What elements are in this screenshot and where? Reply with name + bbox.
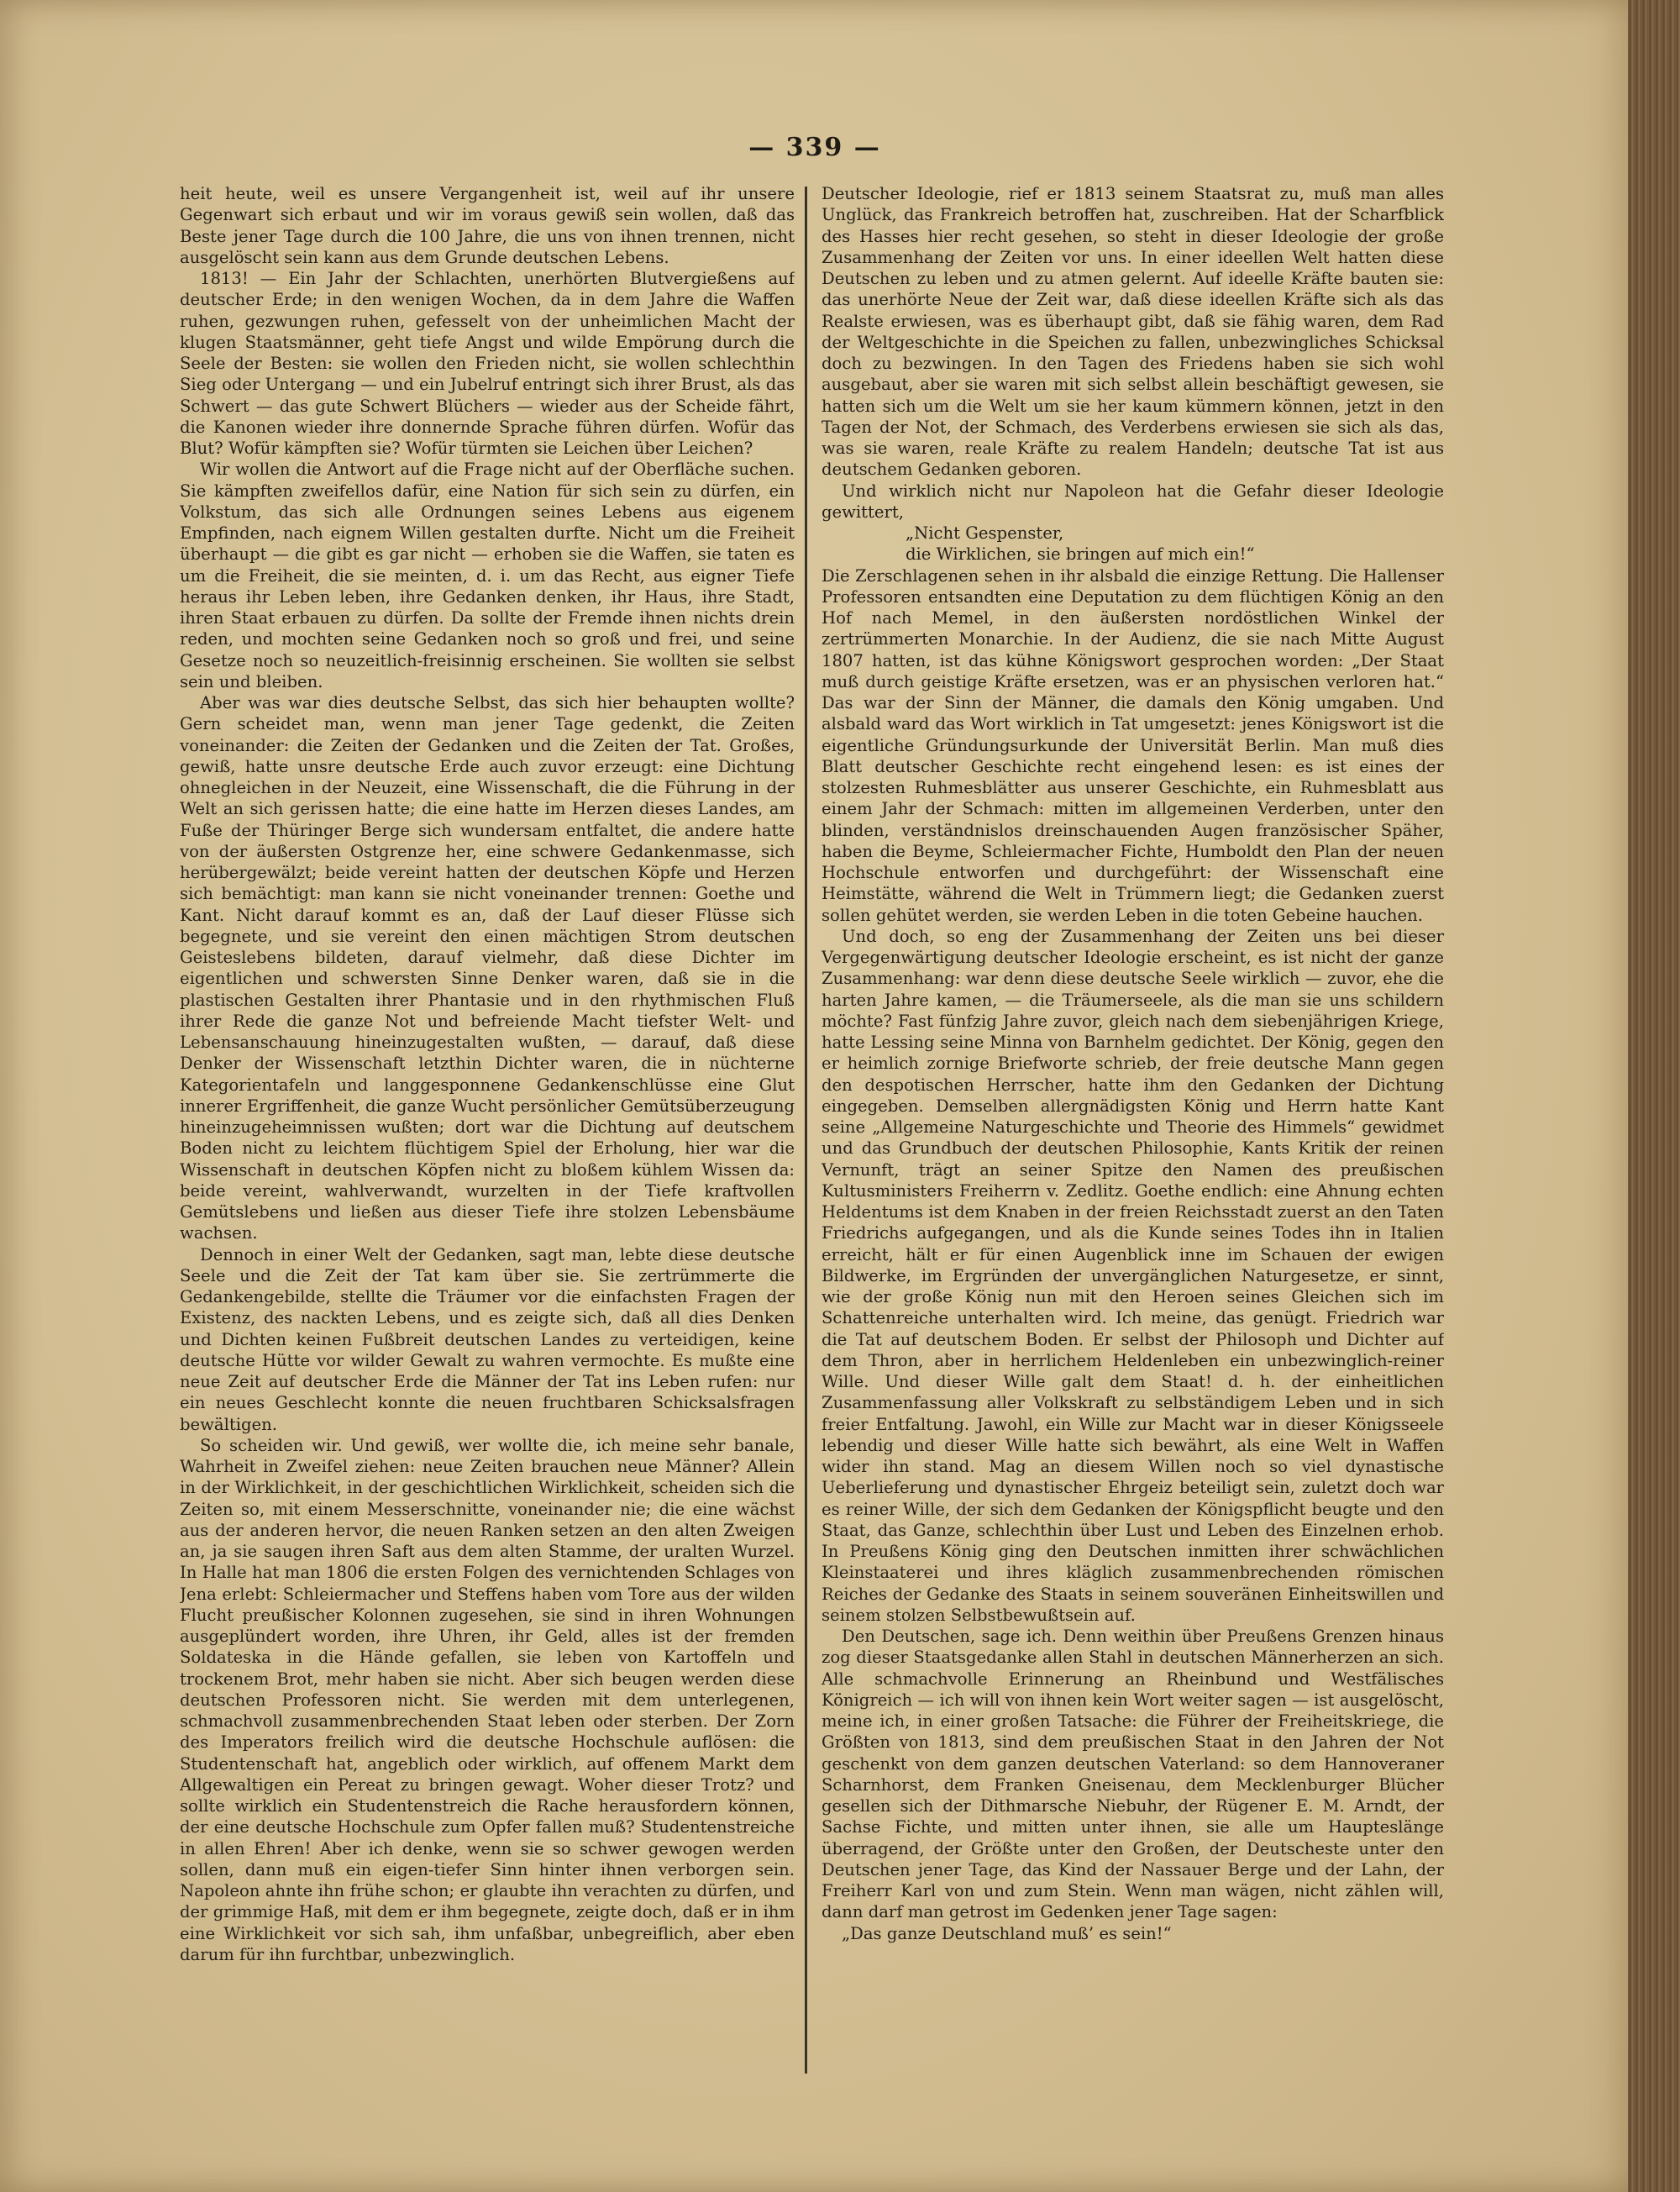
- right-column: [822, 183, 1444, 2074]
- paragraph: Wir wollen die Antwort auf die Frage nicht auf der Oberfläche suchen. Sie kämpften zweifellos dafür, eine Nation für sich sein zu dürfen, ein Volkstum, das sich alle Ordnungen seines Lebens aus eigenem Empfinden, nach eignem Willen gestalten durfte. Nicht um die Freiheit überhaupt — die gibt es gar nicht — erhoben sie die Waffen, sie taten es um die Freiheit, die sie meinten, d. i. um das Recht, aus eigner Tiefe heraus ihr Leben leben, ihre Gedanken denken, ihr Haus, ihre Stadt, ihren Staat erbauen zu dürfen. Da sollte der Fremde ihnen nichts drein reden, und mochten seine Gedanken noch so groß und frei, und seine Gesetze noch so neuzeitlich-freisinnig erscheinen. Sie wollten sie selbst sein und bleiben.: [180, 460, 795, 691]
- paragraph: Die Zerschlagenen sehen in ihr alsbald die einzige Rettung. Die Hallenser Professoren entsandten eine Deputation zu dem flüchtigen König an den Hof nach Memel, in den äußersten nordöstlichen Winkel der zertrümmerten Monarchie. In der Audienz, die sie nach Mitte August 1807 hatten, ist das kühne Königswort gesprochen worden: „Der Staat muß durch geistige Kräfte ersetzen, was er an physischen verloren hat.“ Das war der Sinn der Männer, die damals den König umgaben. Und alsbald ward das Wort wirklich in Tat umgesetzt: jenes Königswort ist die eigentliche Gründungsurkunde der Universität Berlin. Man muß dies Blatt deutscher Geschichte recht eingehend lesen: es ist eines der stolzesten Ruhmesblätter aus unserer Geschichte, ein Ruhmesblatt aus einem Jahr der Schmach: mitten im allgemeinen Verderben, unter den blinden, verständnislos dreinschauenden Augen französischer Späher, haben die Beyme, Schleiermacher Fichte, Humboldt den Plan der neuen Hochschule entworfen und durchgeführt: der Wissenschaft eine Heimstätte, während die Welt in Trümmern liegt; die Gedanken zuerst sollen gehütet werden, sie werden Leben in die toten Gebeine hauchen.: [822, 565, 1444, 925]
- left-column: [180, 183, 795, 2074]
- page-number: — 339 —: [748, 133, 881, 162]
- paragraph: „Das ganze Deutschland muß’ es sein!“: [842, 1923, 1172, 1943]
- paragraph: Deutscher Ideologie, rief er 1813 seinem Staatsrat zu, muß man alles Unglück, das Frankreich betroffen hat, zuschreiben. Hat der Scharfblick des Hasses hier recht gesehen, so steht in dieser Ideologie der große Zusammenhang der Zeiten vor uns. In einer ideellen Welt hatten diese Deutschen zu leben und zu atmen gelernt. Auf ideelle Kräfte bauten sie: das unerhörte Neue der Zeit war, daß diese ideellen Kräfte sich als das Realste erwiesen, was es überhaupt gibt, daß sie fähig waren, dem Rad der Weltgeschichte in die Speichen zu fallen, unbezwingliches Schicksal doch zu bezwingen. In den Tagen des Friedens haben sie sich wohl ausgebaut, aber sie waren mit sich selbst allein beschäftigt gewesen, sie hatten sich um die Welt um sie her kaum kümmern können, jetzt in den Tagen der Not, der Schmach, des Verderbens erwiesen sie sich als das, was sie waren, reale Kräfte zu realem Handeln; deutsche Tat ist aus deutschem Gedanken geboren.: [822, 184, 1444, 480]
- paragraph: Aber was war dies deutsche Selbst, das sich hier behaupten wollte? Gern scheidet man, wenn man jener Tage gedenkt, die Zeiten voneinander: die Zeiten der Gedanken und die Zeiten der Tat. Großes, gewiß, hatte unsre deutsche Erde auch zuvor erzeugt: eine Dichtung ohnegleichen in der Neuzeit, eine Wissenschaft, die die Führung in der Welt an sich gerissen hatte; die eine hatte im Herzen dieses Landes, am Fuße der Thüringer Berge sich wundersam entfaltet, die andere hatte von der äußersten Ostgrenze her, eine schwere Gedankenmasse, sich herübergewälzt; beide vereint hatten der deutschen Köpfe und Herzen sich bemächtigt: man kann sie nicht voneinander trennen: Goethe und Kant. Nicht darauf kommt es an, daß der Lauf dieser Flüsse sich begegnete, und sie vereint den einen mächtigen Strom deutschen Geisteslebens bildeten, darauf vielmehr, daß diese Dichter im eigentlichen und schwersten Sinne Denker waren, daß sie in die plastischen Gestalten ihrer Phantasie und in den rhythmischen Fluß ihrer Rede die ganze Not und befreiende Macht tiefster Welt- und Lebensanschauung hineinzugestalten wußten, — darauf, daß diese Denker der Wissenschaft letzthin Dichter waren, die in nüchterne Kategorientafeln und langgesponnene Gedankenschlüsse eine Glut innerer Ergriffenheit, die ganze Wucht persönlicher Gemütsüberzeugung hineinzugeheimnissen wußten; dort war die Dichtung auf deutschem Boden nicht zu leichtem flüchtigem Spiel der Erholung, hier war die Wissenschaft in deutschen Köpfen nicht zu bloßem kühlem Wissen da: beide vereint, wahlverwandt, wurzelten in der Tiefe kraftvollen Gemütslebens und ließen aus dieser Tiefe ihre stolzen Lebensbäume wachsen.: [180, 693, 795, 1243]
- paragraph: So scheiden wir. Und gewiß, wer wollte die, ich meine sehr banale, Wahrheit in Zweifel ziehen: neue Zeiten brauchen neue Männer? Allein in der Wirklichkeit, in der geschichtlichen Wirklichkeit, scheiden sich die Zeiten so, mit einem Messerschnitte, voneinander nie; die eine wächst aus der anderen hervor, die neuen Ranken setzen an den alten Zweigen an, ja sie saugen ihren Saft aus dem alten Stamme, der uralten Wurzel. In Halle hat man 1806 die ersten Folgen des vernichtenden Schlages von Jena erlebt: Schleiermacher und Steffens haben vom Tore aus der wilden Flucht preußischer Kolonnen zugesehen, sie sind in ihren Wohnungen ausgeplündert worden, ihre Uhren, ihr Geld, alles ist der fremden Soldateska in die Hände gefallen, sie leben von Kartoffeln und trockenem Brot, mehr haben sie nicht. Aber sich beugen werden diese deutschen Professoren nicht. Sie werden mit dem unterlegenen, schmachvoll zusammenbrechenden Staat leben oder sterben. Der Zorn des Imperators freilich wird die deutsche Hochschule auflösen: die Studentenschaft hat, angeblich oder wirklich, auf offenem Markt dem Allgewaltigen ein Pereat zu bringen gewagt. Woher dieser Trotz? und sollte wirklich ein Studentenstreich die Rache herausfordern können, der eine deutsche Hochschule zum Opfer fallen muß? Studentenstreiche in allen Ehren! Aber ich denke, wenn sie so schwer gewogen werden sollen, dann muß ein eigen-tiefer Sinn hinter ihnen verborgen sein. Napoleon ahnte ihn frühe schon; er glaubte ihn verachten zu dürfen, und der grimmige Haß, mit dem er ihm begegnete, zeigte doch, daß er in ihm eine Wirklichkeit vor sich sah, ihm unfaßbar, unbegreiflich, aber eben darum für ihn furchtbar, unbezwinglich.: [180, 1435, 795, 1964]
- book-page-edges: [1628, 0, 1680, 2192]
- paragraph: Und doch, so eng der Zusammenhang der Zeiten uns bei dieser Vergegenwärtigung deutscher Ideologie erscheint, es ist nicht der ganze Zusammenhang: war denn diese deutsche Seele wirklich — zuvor, ehe die harten Jahre kamen, — die Träumerseele, als die man sie uns schildern möchte? Fast fünfzig Jahre zuvor, gleich nach dem siebenjährigen Kriege, hatte Lessing seine Minna von Barnhelm gedichtet. Der König, gegen den er heimlich zornige Briefworte schrieb, der freie deutsche Mann gegen den despotischen Herrscher, hatte ihm den Gedanken der Dichtung eingegeben. Demselben allergnädigsten König und Herrn hatte Kant seine „Allgemeine Naturgeschichte und Theorie des Himmels“ gewidmet und das Grundbuch der deutschen Philosophie, Kants Kritik der reinen Vernunft, trägt an seiner Spitze den Namen des preußischen Kultusministers Freiherrn v. Zedlitz. Goethe endlich: eine Ahnung echten Heldentums ist dem Knaben in der freien Reichsstadt zuerst an den Taten Friedrichs aufgegangen, und als die Kunde seines Todes ihn in Italien erreicht, hält er für einen Augenblick inne im Schauen der ewigen Bildwerke, im Ergründen der unvergänglichen Naturgesetze, er sinnt, wie der große König nun mit den Heroen seines Gleichen sich im Schattenreiche unterhalten wird. Ich meine, das genügt. Friedrich war die Tat auf deutschem Boden. Er selbst der Philosoph und Dichter auf dem Thron, aber in herrlichem Heldenleben ein unbezwinglich-reiner Wille. Und dieser Wille galt dem Staat! d. h. der einheitlichen Zusammenfassung aller Volkskraft zu selbständigem Leben und in sich freier Entfaltung. Jawohl, ein Wille zur Macht war in dieser Königsseele lebendig und dieser Wille hatte sich bewährt, als eine Welt in Waffen wider ihn stand. Mag an diesem Willen noch so viel dynastische Ueberlieferung und dynastischer Ehrgeiz beteiligt sein, zuletzt doch war es reiner Wille, der sich dem Gedanken der Königspflicht beugte und den Staat, das Ganze, schlechthin über Lust und Leben des Einzelnen erhob. In Preußens König ging den Deutschen inmitten ihrer schwächlichen Kleinstaaterei und ihres kläglich zusammenbrechenden römischen Reiches der Gedanke des Staats in seinem souveränen Einheitswillen und seinem stolzen Selbstbewußtsein auf.: [822, 926, 1444, 1625]
- verse-line: die Wirklichen, sie bringen auf mich ein!“: [906, 544, 1255, 565]
- verse-line: „Nicht Gespenster,: [906, 523, 1064, 543]
- column-divider: [805, 187, 807, 2074]
- paragraph: heit heute, weil es unsere Vergangenheit ist, weil auf ihr unsere Gegenwart sich erbaut und wir im voraus gewiß sein wollen, daß das Beste jener Tage durch die 100 Jahre, die uns von ihnen trennen, nicht ausgelöscht sein kann aus dem Grunde deutschen Lebens.: [180, 184, 795, 267]
- paragraph: 1813! — Ein Jahr der Schlachten, unerhörten Blutvergießens auf deutscher Erde; in den wenigen Wochen, da in dem Jahre die Waffen ruhen, gezwungen ruhen, gefesselt von der unheimlichen Macht der klugen Staatsmänner, geht tiefe Angst und wilde Empörung durch die Seele der Besten: sie wollen den Frieden nicht, sie wollen schlechthin Sieg oder Untergang — und ein Jubelruf entringt sich ihrer Brust, als das Schwert — das gute Schwert Blüchers — wieder aus der Scheide fährt, die Kanonen wieder ihre donnernde Sprache führen dürfen. Wofür das Blut? Wofür kämpften sie? Wofür türmten sie Leichen über Leichen?: [180, 269, 795, 458]
- paragraph: Und wirklich nicht nur Napoleon hat die Gefahr dieser Ideologie gewittert,: [822, 481, 1444, 522]
- paragraph: Den Deutschen, sage ich. Denn weithin über Preußens Grenzen hinaus zog dieser Staatsgedanke allen Stahl in deutschen Männerherzen an sich. Alle schmachvolle Erinnerung an Rheinbund und Westfälisches Königreich — ich will von ihnen kein Wort weiter sagen — ist ausgelöscht, meine ich, in einer großen Tatsache: die Führer der Freiheitskriege, die Größten von 1813, sind dem preußischen Staat in den Jahren der Not geschenkt von dem ganzen deutschen Vaterland: so dem Hannoveraner Scharnhorst, dem Franken Gneisenau, dem Mecklenburger Blücher gesellen sich der Dithmarsche Niebuhr, der Rügener E. M. Arndt, der Sachse Fichte, und mitten unter ihnen, sie alle um Hauptеslänge überragend, der Größte unter den Großen, der Deutscheste unter den Deutschen jener Tage, das Kind der Nassauer Berge und der Lahn, der Freiherr Karl von und zum Stein. Wenn man wägen, nicht zählen will, dann darf man getrost im Gedenken jener Tage sagen:: [822, 1627, 1444, 1922]
- paragraph: Dennoch in einer Welt der Gedanken, sagt man, lebte diese deutsche Seele und die Zeit der Tat kam über sie. Sie zertrümmerte die Gedankengebilde, stellte die Träumer vor die einfachsten Fragen der Existenz, des nackten Lebens, und es zeigte sich, daß all dies Denken und Dichten keinen Fußbreit deutschen Landes zu verteidigen, keine deutsche Hütte vor wilder Gewalt zu wahren vermochte. Es mußte eine neue Zeit auf deutscher Erde die Männer der Tat ins Leben rufen: nur ein neues Geschlecht konnte die neuen fruchtbaren Schicksalsfragen bewältigen.: [180, 1244, 795, 1434]
